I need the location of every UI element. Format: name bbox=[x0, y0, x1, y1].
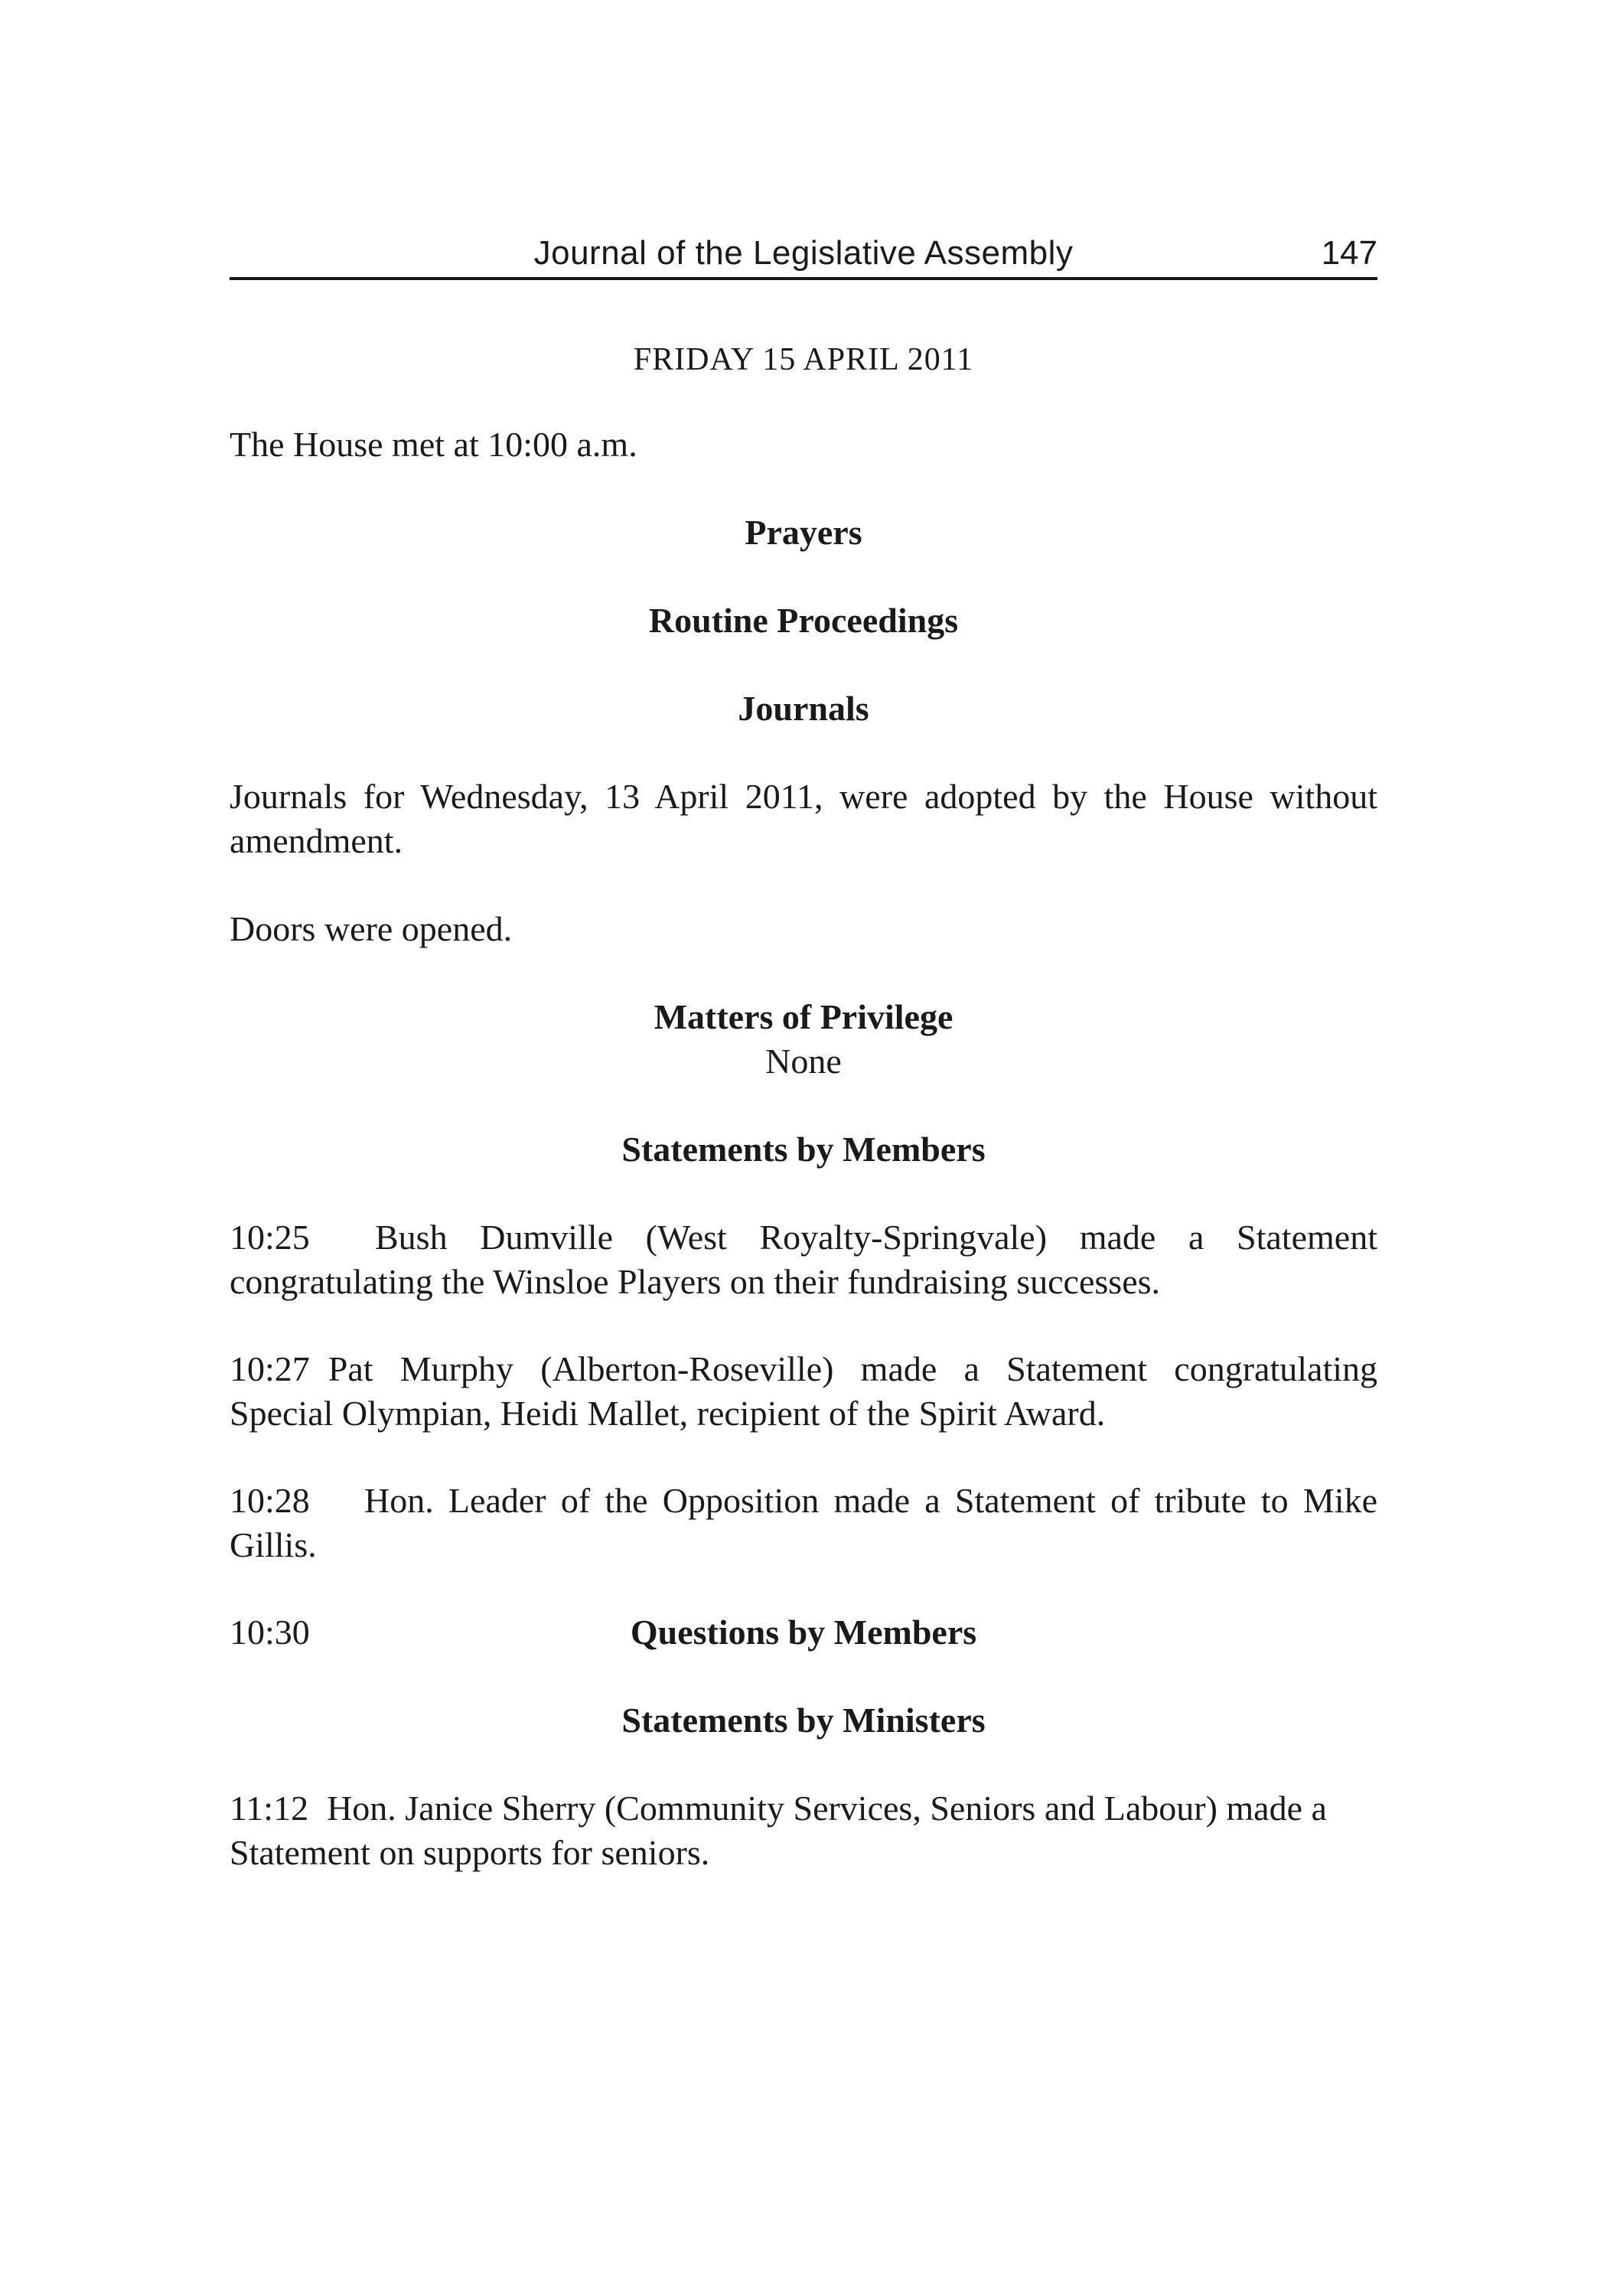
questions-time: 10:30 bbox=[230, 1613, 310, 1652]
opening-text: The House met at 10:00 a.m. bbox=[230, 425, 637, 464]
minister-statement-1 bbox=[230, 1786, 1332, 1875]
page-number: 147 bbox=[1321, 234, 1377, 272]
doors-paragraph: Doors were opened. bbox=[230, 909, 513, 948]
heading-routine-proceedings: Routine Proceedings bbox=[648, 601, 959, 640]
statement-text: Pat Murphy (Alberton-Roseville) made a Statement congratulating Special Olympian, Heidi Mallet, recipient of the Spirit Award. bbox=[230, 1349, 1377, 1433]
heading-prayers: Prayers bbox=[745, 513, 862, 552]
member-statement-1 bbox=[230, 1215, 1377, 1304]
statement-time: 10:28 bbox=[230, 1481, 310, 1520]
statement-text: Hon. Leader of the Opposition made a Statement of tribute to Mike Gillis. bbox=[230, 1481, 1377, 1564]
member-statement-3 bbox=[230, 1479, 1377, 1567]
journals-paragraph: Journals for Wednesday, 13 April 2011, were adopted by the House without amendment. bbox=[230, 777, 1377, 860]
statement-text: Hon. Janice Sherry (Community Services, Seniors and Labour) made a Statement on supports for seniors. bbox=[230, 1789, 1327, 1872]
heading-statements-by-members: Statements by Members bbox=[621, 1130, 986, 1169]
heading-statements-by-ministers: Statements by Ministers bbox=[621, 1701, 986, 1740]
privilege-note: None bbox=[765, 1042, 842, 1081]
statement-text: Bush Dumville (West Royalty-Springvale) made a Statement congratulating the Winsloe Players on their fundraising successes. bbox=[230, 1218, 1377, 1301]
member-statement-2 bbox=[230, 1347, 1377, 1436]
statement-time: 10:27 bbox=[230, 1349, 310, 1388]
heading-questions-by-members: Questions by Members bbox=[630, 1613, 977, 1652]
journal-title: Journal of the Legislative Assembly bbox=[533, 234, 1074, 272]
statement-time: 11:12 bbox=[230, 1789, 309, 1828]
statement-time: 10:25 bbox=[230, 1218, 310, 1257]
heading-journals: Journals bbox=[738, 689, 869, 728]
sitting-date: FRIDAY 15 APRIL 2011 bbox=[633, 342, 974, 377]
page-header bbox=[230, 230, 1377, 280]
heading-matters-of-privilege: Matters of Privilege bbox=[654, 997, 953, 1036]
